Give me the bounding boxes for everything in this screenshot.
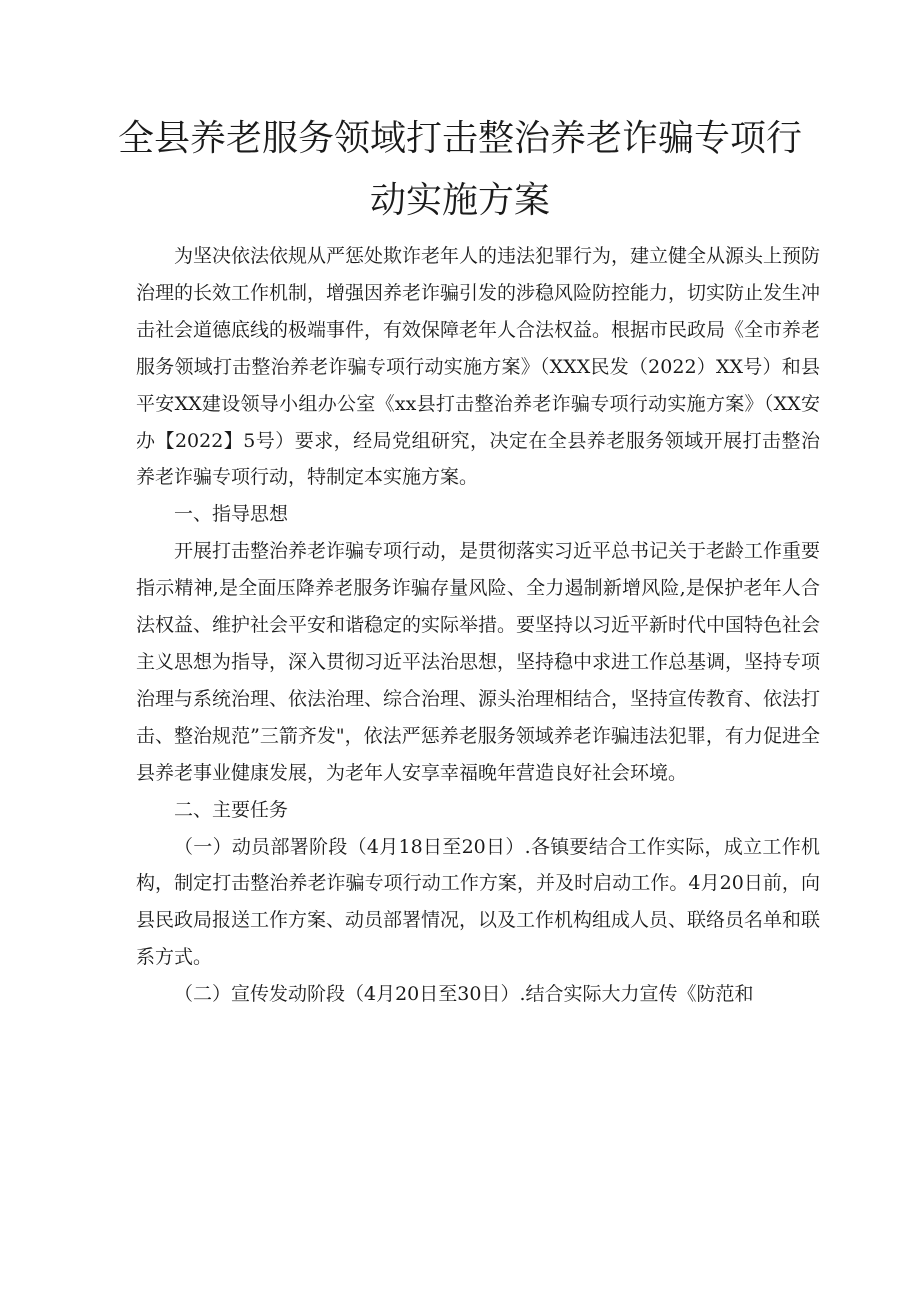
guiding-ideology-paragraph: 开展打击整治养老诈骗专项行动，是贯彻落实习近平总书记关于老龄工作重要指示精神,是全面压降养老服务诈骗存量风险、全力遏制新增风险,是保护老年人合法权益、维护社会平安和谐稳定的实际举措。要坚持以习近平新时代中国特色社会主义思想为指导，深入贯彻习近平法治思想，坚持稳中求进工作总基调，坚持专项治理与系统治理、依法治理、综合治理、源头治理相结合，坚持宣传教育、依法打击、整治规范”三箭齐发"，依法严惩养老服务领域养老诈骗违法犯罪，有力促进全县养老事业健康发展，为老年人安享幸福晚年营造良好社会环境。	[136, 540, 821, 784]
section-heading-main-tasks: 二、主要任务	[174, 798, 289, 821]
document-title-line-2: 动实施方案	[369, 180, 550, 221]
task-publicity-paragraph: （二）宣传发动阶段（4月20日至30日）.结合实际大力宣传《防范和	[174, 983, 754, 1006]
document-body	[136, 238, 820, 1013]
intro-paragraph: 为坚决依法依规从严惩处欺诈老年人的违法犯罪行为，建立健全从源头上预防治理的长效工作机制，增强因养老诈骗引发的涉稳风险防控能力，切实防止发生冲击社会道德底线的极端事件，有效保障老年人合法权益。根据市民政局《全市养老服务领域打击整治养老诈骗专项行动实施方案》（XXX民发（2022）XX号）和县平安XX建设领导小组办公室《xx县打击整治养老诈骗专项行动实施方案》（XX安办【2022】5号）要求，经局党组研究，决定在全县养老服务领域开展打击整治养老诈骗专项行动，特制定本实施方案。	[136, 245, 821, 489]
document-title-line-1: 全县养老服务领域打击整治养老诈骗专项行	[117, 118, 802, 159]
section-heading-guiding-ideology: 一、指导思想	[174, 503, 289, 526]
task-mobilization-paragraph: （一）动员部署阶段（4月18日至20日）.各镇要结合工作实际，成立工作机构，制定打击整治养老诈骗专项行动工作方案，并及时启动工作。4月20日前，向县民政局报送工作方案、动员部署情况，以及工作机构组成人员、联络员名单和联系方式。	[136, 835, 821, 969]
